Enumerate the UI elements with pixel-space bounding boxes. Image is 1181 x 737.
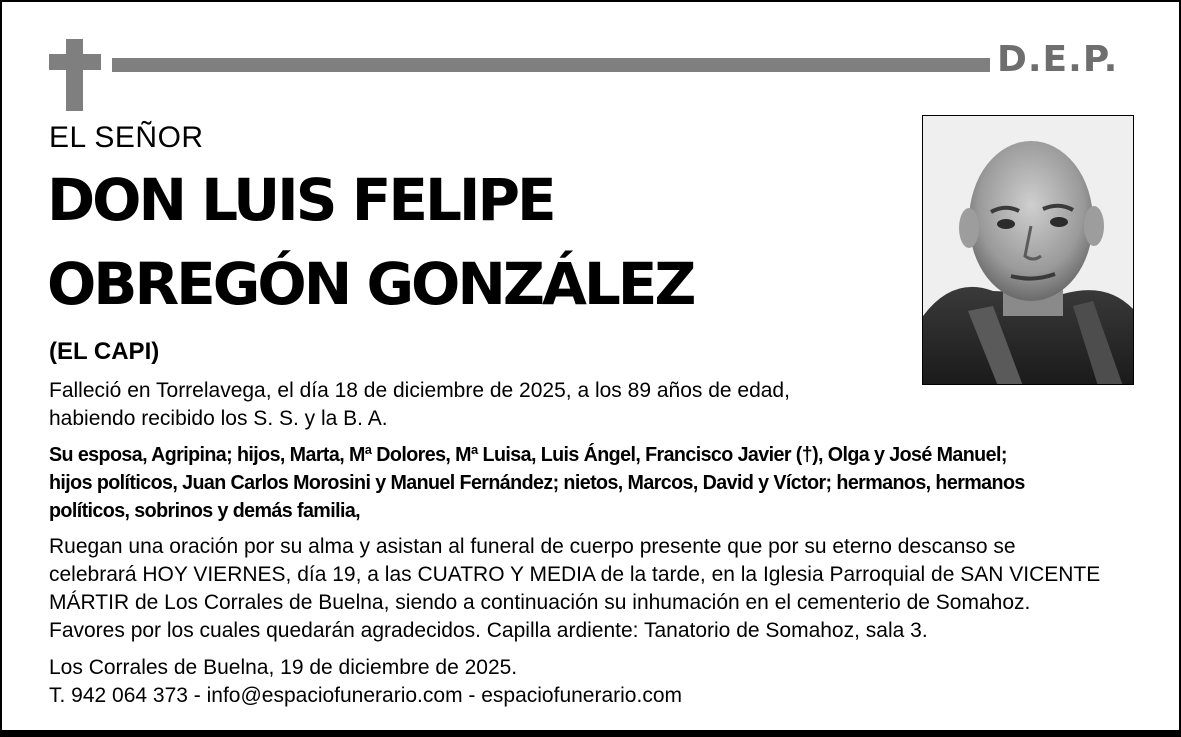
request-line-1: Ruegan una oración por su alma y asistan al funeral de cuerpo presente que por su eterno descanso se	[49, 535, 1016, 558]
cross-icon	[49, 39, 101, 111]
family-list	[49, 441, 1139, 525]
request-line-3: MÁRTIR de Los Corrales de Buelna, siendo a continuación su inhumación en el cementerio de Somahoz.	[49, 591, 1031, 614]
family-line-1: Su esposa, Agripina; hijos, Marta, Mª Dolores, Mª Luisa, Luis Ángel, Francisco Javier (†), Olga y José Manuel;	[49, 444, 1007, 466]
death-notice-line-2: habiendo recibido los S. S. y la B. A.	[49, 407, 388, 430]
name-line-2: OBREGÓN GONZÁLEZ	[47, 250, 694, 318]
portrait-photo	[922, 115, 1134, 385]
name-line-1: DON LUIS FELIPE	[47, 166, 554, 234]
family-line-3: políticos, sobrinos y demás familia,	[49, 500, 361, 522]
contact-line: T. 942 064 373 - info@espaciofunerario.com - espaciofunerario.com	[49, 684, 682, 707]
honorific: EL SEÑOR	[49, 121, 204, 154]
family-line-2: hijos políticos, Juan Carlos Morosini y Manuel Fernández; nietos, Marcos, David y Víctor; hermanos, hermanos	[49, 472, 1025, 494]
place-date: Los Corrales de Buelna, 19 de diciembre de 2025.	[49, 656, 518, 679]
death-notice-line-1: Falleció en Torrelavega, el día 18 de diciembre de 2025, a los 89 años de edad,	[49, 379, 790, 402]
request-line-2: celebrará HOY VIERNES, día 19, a las CUATRO Y MEDIA de la tarde, en la Iglesia Parroquial de SAN VICENTE	[49, 563, 1101, 586]
header-rule	[112, 58, 990, 72]
request-line-4: Favores por los cuales quedarán agradecidos. Capilla ardiente: Tanatorio de Somahoz, sala 3.	[49, 619, 928, 642]
nickname: (EL CAPI)	[49, 338, 160, 365]
dep-mark: D.E.P.	[997, 39, 1119, 80]
portrait-image	[923, 116, 1134, 385]
